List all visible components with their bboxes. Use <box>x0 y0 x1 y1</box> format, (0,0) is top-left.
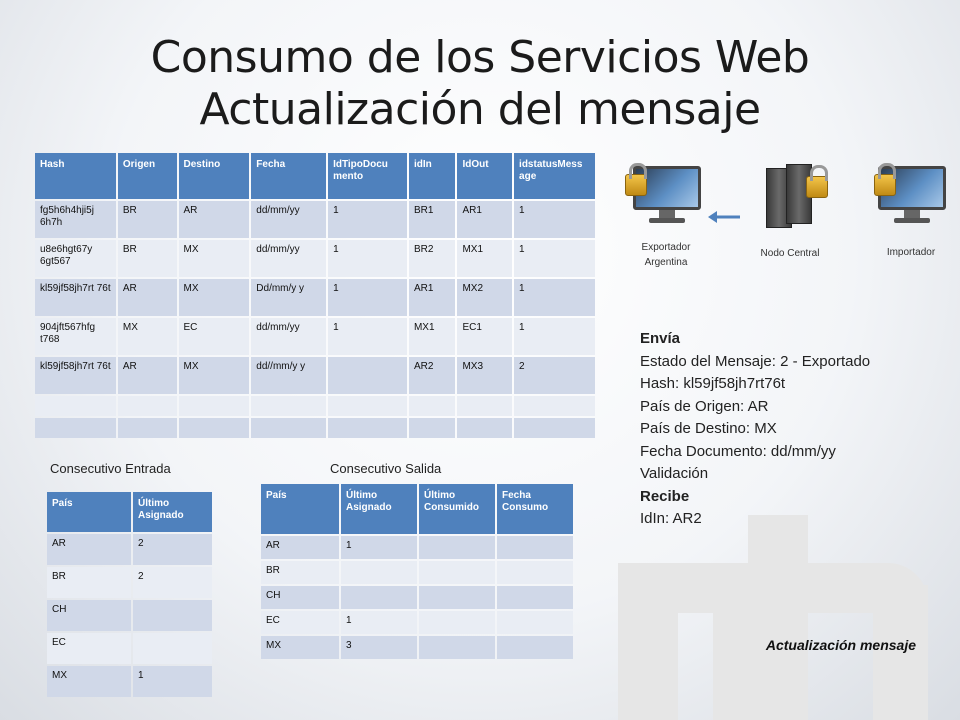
table-header-row <box>261 484 573 534</box>
table-cell: MX <box>47 666 131 697</box>
lock-icon <box>806 176 828 198</box>
header-ultimo-consumido: Último Consumido <box>419 484 495 534</box>
table-cell: 1 <box>133 666 212 697</box>
table-cell: dd//mm/y y <box>251 357 326 394</box>
table-cell <box>118 418 177 438</box>
table-cell <box>118 396 177 416</box>
table-cell <box>409 418 456 438</box>
header-ultimo-asignado: Último Asignado <box>133 492 212 532</box>
table-row <box>47 633 212 664</box>
id-in-text: IdIn: AR2 <box>640 510 702 527</box>
table-cell <box>497 611 573 634</box>
table-cell <box>341 561 417 584</box>
table-cell: 904jft567hfg t768 <box>35 318 116 355</box>
table-cell: AR <box>179 201 250 238</box>
message-info <box>640 328 870 531</box>
table-cell: MX <box>179 240 250 277</box>
table-cell <box>514 396 595 416</box>
importer-node <box>866 160 956 260</box>
table-cell: BR <box>118 201 177 238</box>
table-cell: AR2 <box>409 357 456 394</box>
table-cell: 1 <box>328 201 407 238</box>
header-destino: Destino <box>179 153 250 199</box>
header-fecha-consumo: Fecha Consumo <box>497 484 573 534</box>
table-cell: 1 <box>328 240 407 277</box>
table-cell: BR2 <box>409 240 456 277</box>
table-row <box>35 357 595 394</box>
footnote: Actualización mensaje <box>765 637 916 653</box>
watermark-logo <box>618 515 948 720</box>
salida-caption: Consecutivo Salida <box>330 461 442 476</box>
table-cell <box>328 396 407 416</box>
table-cell: AR1 <box>409 279 456 316</box>
table-cell: EC <box>47 633 131 664</box>
table-cell: AR <box>47 534 131 565</box>
table-cell: AR <box>261 536 339 559</box>
table-cell: 3 <box>341 636 417 659</box>
table-cell: MX2 <box>457 279 512 316</box>
table-cell: MX <box>179 279 250 316</box>
table-cell: dd/mm/yy <box>251 201 326 238</box>
table-cell <box>514 418 595 438</box>
table-row <box>35 318 595 355</box>
table-cell <box>179 396 250 416</box>
table-cell: kl59jf58jh7rt 76t <box>35 357 116 394</box>
title-line-2: Actualización del mensaje <box>199 84 761 135</box>
table-cell: 1 <box>514 201 595 238</box>
lock-icon <box>874 174 896 196</box>
table-cell <box>133 600 212 631</box>
table-cell: MX1 <box>409 318 456 355</box>
table-row <box>35 279 595 316</box>
table-cell <box>133 633 212 664</box>
table-cell: fg5h6h4hji5j 6h7h <box>35 201 116 238</box>
header-idtipodocumento: IdTipoDocu mento <box>328 153 407 199</box>
table-row <box>35 201 595 238</box>
table-row <box>261 536 573 559</box>
doc-date-text: Fecha Documento: dd/mm/yy <box>640 442 836 460</box>
header-pais: País <box>47 492 131 532</box>
table-cell <box>419 586 495 609</box>
table-cell: u8e6hgt67y 6gt567 <box>35 240 116 277</box>
central-node <box>745 162 835 261</box>
table-row <box>47 666 212 697</box>
table-cell <box>497 636 573 659</box>
node-label: Nodo Central <box>760 248 820 259</box>
table-cell <box>497 561 573 584</box>
table-cell: MX <box>118 318 177 355</box>
table-cell: kl59jf58jh7rt 76t <box>35 279 116 316</box>
table-cell: 2 <box>514 357 595 394</box>
table-cell: 1 <box>341 611 417 634</box>
table-row <box>47 567 212 598</box>
table-row <box>261 586 573 609</box>
server-rack-icon <box>764 162 816 230</box>
table-cell <box>409 396 456 416</box>
header-hash: Hash <box>35 153 116 199</box>
table-cell <box>328 418 407 438</box>
table-header-row <box>35 153 595 199</box>
table-cell: MX3 <box>457 357 512 394</box>
table-cell: CH <box>47 600 131 631</box>
table-cell: dd/mm/yy <box>251 318 326 355</box>
receives-heading: Recibe <box>640 487 690 505</box>
table-cell <box>419 561 495 584</box>
entrada-table <box>45 490 214 699</box>
header-pais: País <box>261 484 339 534</box>
table-cell: EC <box>261 611 339 634</box>
sends-heading: Envía <box>640 330 681 347</box>
table-cell: BR <box>118 240 177 277</box>
exporter-label: Exportador Argentina <box>641 242 691 268</box>
table-cell: BR1 <box>409 201 456 238</box>
table-cell: 1 <box>328 318 407 355</box>
table-cell: AR <box>118 357 177 394</box>
table-cell <box>419 536 495 559</box>
table-cell: 1 <box>341 536 417 559</box>
table-row <box>35 240 595 277</box>
table-cell: 1 <box>514 279 595 316</box>
table-cell: EC <box>179 318 250 355</box>
title-line-1: Consumo de los Servicios Web <box>150 32 810 83</box>
destination-text: País de Destino: MX <box>640 420 777 437</box>
table-cell: MX <box>261 636 339 659</box>
table-cell: 2 <box>133 534 212 565</box>
table-cell <box>35 396 116 416</box>
exporter-node <box>620 160 712 270</box>
table-cell <box>457 396 512 416</box>
slide-title <box>0 32 960 136</box>
importer-label: Importador <box>886 247 936 258</box>
salida-table <box>259 482 575 661</box>
table-row <box>35 418 595 438</box>
table-cell <box>419 611 495 634</box>
header-idstatusmessage: idstatusMess age <box>514 153 595 199</box>
table-cell <box>328 357 407 394</box>
table-cell <box>35 418 116 438</box>
table-cell: BR <box>261 561 339 584</box>
table-cell: MX1 <box>457 240 512 277</box>
table-cell <box>497 586 573 609</box>
table-cell <box>457 418 512 438</box>
table-cell: MX <box>179 357 250 394</box>
table-cell: 2 <box>133 567 212 598</box>
hash-text: Hash: kl59jf58jh7rt76t <box>640 375 786 392</box>
table-cell: EC1 <box>457 318 512 355</box>
table-row <box>47 534 212 565</box>
validation-text: Validación <box>640 465 709 482</box>
header-origen: Origen <box>118 153 177 199</box>
table-header-row <box>47 492 212 532</box>
table-cell <box>497 536 573 559</box>
header-idout: IdOut <box>457 153 512 199</box>
table-row <box>261 611 573 634</box>
table-cell: Dd/mm/y y <box>251 279 326 316</box>
table-row <box>261 561 573 584</box>
table-row <box>35 396 595 416</box>
table-cell: 1 <box>514 240 595 277</box>
header-fecha: Fecha <box>251 153 326 199</box>
table-row <box>47 600 212 631</box>
left-arrow-icon <box>708 211 742 223</box>
status-text: Estado del Mensaje: 2 - Exportado <box>640 352 871 370</box>
origin-text: País de Origen: AR <box>640 397 769 415</box>
table-cell <box>419 636 495 659</box>
table-cell <box>251 418 326 438</box>
entrada-caption: Consecutivo Entrada <box>50 461 171 476</box>
table-cell: 1 <box>328 279 407 316</box>
table-cell: dd/mm/yy <box>251 240 326 277</box>
lock-icon <box>625 174 647 196</box>
computer-icon <box>623 160 709 218</box>
table-cell <box>251 396 326 416</box>
computer-icon <box>868 160 954 218</box>
table-cell <box>179 418 250 438</box>
header-ultimo-asignado: Último Asignado <box>341 484 417 534</box>
table-cell: AR <box>118 279 177 316</box>
table-cell: AR1 <box>457 201 512 238</box>
table-row <box>261 636 573 659</box>
table-cell: 1 <box>514 318 595 355</box>
table-cell: BR <box>47 567 131 598</box>
table-cell: CH <box>261 586 339 609</box>
messages-table <box>33 151 597 440</box>
table-cell <box>341 586 417 609</box>
header-idin: idIn <box>409 153 456 199</box>
